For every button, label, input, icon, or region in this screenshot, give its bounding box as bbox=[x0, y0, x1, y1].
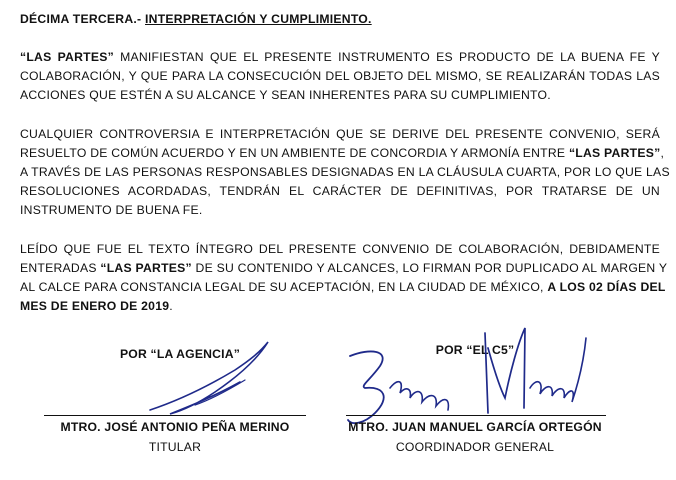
clause-heading-title: INTERPRETACIÓN Y CUMPLIMIENTO. bbox=[145, 12, 372, 26]
left-signature-line bbox=[44, 415, 306, 416]
paragraph2-line2-text: RESUELTO DE COMÚN ACUERDO Y EN UN AMBIENTE DE CONCORDIA Y ARMONÍA ENTRE bbox=[20, 146, 566, 160]
paragraph3-line3-text: AL CALCE PARA CONSTANCIA LEGAL DE SU ACEPTACIÓN, EN LA CIUDAD DE MÉXICO, bbox=[20, 280, 544, 294]
clause-heading-prefix: DÉCIMA TERCERA.- bbox=[20, 12, 142, 26]
paragraph1-line1-text: MANIFIESTAN QUE EL PRESENTE INSTRUMENTO ES PRODUCTO DE LA BUENA FE Y bbox=[120, 50, 660, 64]
right-signatory-name: MTRO. JUAN MANUEL GARCÍA ORTEGÓN bbox=[348, 420, 602, 434]
left-signatory-name: MTRO. JOSÉ ANTONIO PEÑA MERINO bbox=[60, 420, 290, 434]
right-signatory-title: COORDINADOR GENERAL bbox=[395, 440, 555, 454]
left-signatory-title: TITULAR bbox=[148, 440, 202, 454]
paragraph3-line1: LEÍDO QUE FUE EL TEXTO ÍNTEGRO DEL PRESENTE CONVENIO DE COLABORACIÓN, DEBIDAMENTE bbox=[20, 242, 660, 256]
las-partes-label: “LAS PARTES” bbox=[20, 50, 114, 64]
paragraph3-line2-start: ENTERADAS bbox=[20, 261, 97, 275]
paragraph3-line2 bbox=[20, 261, 668, 276]
paragraph2-line4: RESOLUCIONES ACORDADAS, TENDRÁN EL CARÁCTER DE DEFINITIVAS, POR TRATARSE DE UN bbox=[20, 184, 660, 198]
paragraph2-line1: CUALQUIER CONTROVERSIA E INTERPRETACIÓN QUE SE DERIVE DEL PRESENTE CONVENIO, SERÁ bbox=[20, 127, 660, 141]
paragraph3-line2-rest: DE SU CONTENIDO Y ALCANCES, LO FIRMAN POR DUPLICADO AL MARGEN Y bbox=[195, 261, 668, 275]
left-signatory-party: POR “LA AGENCIA” bbox=[119, 347, 241, 361]
paragraph2-line3: A TRAVÉS DE LAS PERSONAS RESPONSABLES DESIGNADAS EN LA CLÁUSULA CUARTA, POR LO QUE LAS bbox=[20, 165, 670, 179]
paragraph1-line1 bbox=[20, 50, 660, 65]
paragraph3-line4-end: . bbox=[169, 299, 173, 313]
paragraph2-line2-end: , bbox=[660, 146, 665, 160]
paragraph3-line3 bbox=[20, 280, 666, 295]
paragraph3-line4 bbox=[20, 299, 173, 314]
paragraph2-line5: INSTRUMENTO DE BUENA FE. bbox=[20, 203, 203, 217]
las-partes-label: “LAS PARTES” bbox=[568, 146, 661, 160]
right-signatory-party: POR “EL C5” bbox=[435, 343, 515, 357]
paragraph1-line2: COLABORACIÓN, Y QUE PARA LA CONSECUCIÓN DEL OBJETO DEL MISMO, SE REALIZARÁN TODAS LAS bbox=[20, 69, 660, 83]
paragraph1-line3: ACCIONES QUE ESTÉN A SU ALCANCE Y SEAN INHERENTES PARA SU CUMPLIMIENTO. bbox=[20, 88, 551, 102]
date-emphasis: A LOS 02 DÍAS DEL bbox=[547, 280, 666, 294]
left-signature bbox=[140, 330, 280, 420]
date-emphasis-end: MES DE ENERO DE 2019 bbox=[20, 299, 170, 313]
paragraph2-line2 bbox=[20, 146, 665, 161]
las-partes-label: “LAS PARTES” bbox=[100, 261, 192, 275]
right-signature-line bbox=[346, 415, 606, 416]
clause-heading bbox=[20, 12, 372, 27]
